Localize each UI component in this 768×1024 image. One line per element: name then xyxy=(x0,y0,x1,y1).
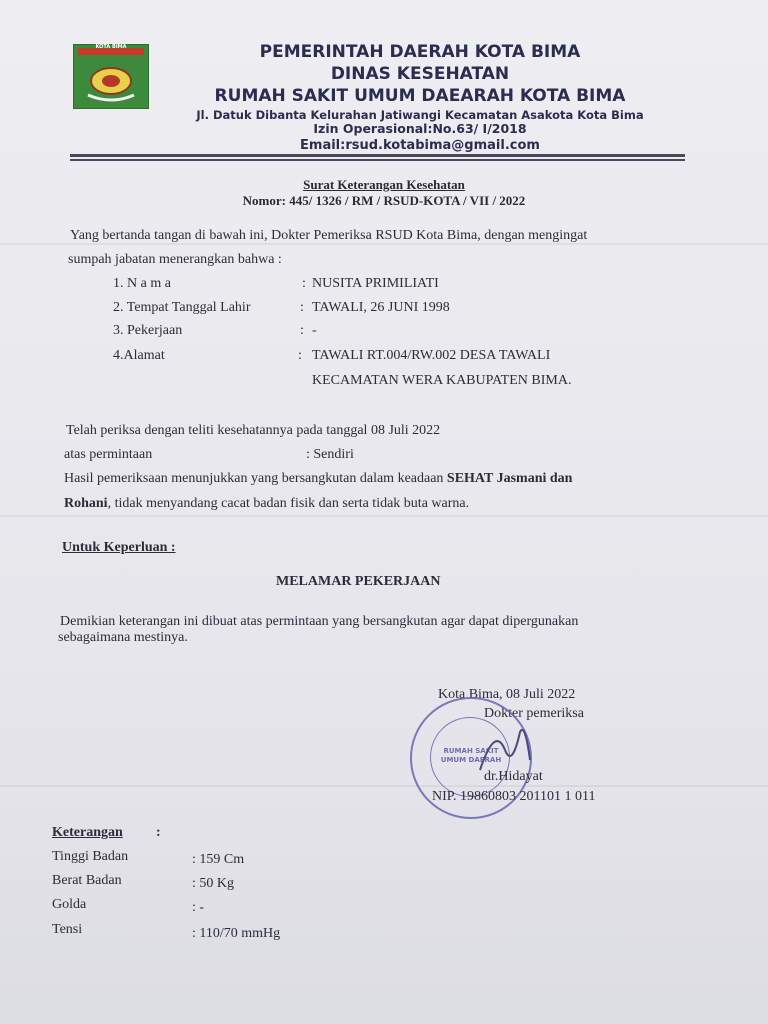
note-blood-value: : - xyxy=(192,900,205,915)
note-height-label: Tinggi Badan xyxy=(52,849,129,864)
result-rest: , tidak menyandang cacat badan fisik dan serta tidak buta warna. xyxy=(107,496,470,511)
field-birth-value: TAWALI, 26 JUNI 1998 xyxy=(312,300,450,315)
signature-nip: NIP. 19860803 201101 1 011 xyxy=(432,789,596,804)
field-job-colon: : xyxy=(300,323,304,338)
purpose-value: MELAMAR PEKERJAAN xyxy=(276,574,441,589)
request-label: atas permintaan xyxy=(64,447,153,462)
field-birth-label: 2. Tempat Tanggal Lahir xyxy=(113,300,251,315)
purpose-label: Untuk Keperluan : xyxy=(62,540,176,555)
note-blood-label: Golda xyxy=(52,897,87,912)
field-name-label: 1. N a m a xyxy=(113,276,171,291)
field-address-colon: : xyxy=(298,348,302,363)
notes-label: Keterangan xyxy=(52,825,123,840)
field-name-colon: : xyxy=(302,276,306,291)
result-healthy: SEHAT Jasmani dan xyxy=(446,471,573,486)
field-job-label: 3. Pekerjaan xyxy=(113,323,183,338)
note-pressure-value: : 110/70 mmHg xyxy=(192,926,281,941)
note-weight-value: : 50 Kg xyxy=(192,876,234,891)
result-line-1 xyxy=(64,471,572,487)
result-line-2 xyxy=(64,496,469,512)
field-name-value: NUSITA PRIMILIATI xyxy=(312,276,439,291)
field-address-value: TAWALI RT.004/RW.002 DESA TAWALI xyxy=(312,348,551,363)
closing-line-1: Demikian keterangan ini dibuat atas permintaan yang bersangkutan agar dapat dipergunakan xyxy=(60,614,579,629)
notes-colon: : xyxy=(156,825,161,840)
header-rule-thick xyxy=(70,154,685,157)
header-department: DINAS KESEHATAN xyxy=(330,64,510,84)
field-birth-colon: : xyxy=(300,300,304,315)
document-title: Surat Keterangan Kesehatan xyxy=(303,177,465,192)
signature-role: Dokter pemeriksa xyxy=(484,706,584,721)
signature-name: dr.Hidayat xyxy=(484,769,543,784)
intro-line-1: Yang bertanda tangan di bawah ini, Dokter Pemeriksa RSUD Kota Bima, dengan mengingat xyxy=(70,228,588,243)
header-email: Email:rsud.kotabima@gmail.com xyxy=(300,138,540,153)
result-spiritual: Rohani xyxy=(64,496,108,511)
header-government: PEMERINTAH DAERAH KOTA BIMA xyxy=(259,42,581,62)
note-pressure-label: Tensi xyxy=(52,922,83,937)
stamp-text: RUMAH SAKIT UMUM DAERAH xyxy=(440,747,502,764)
intro-line-2: sumpah jabatan menerangkan bahwa : xyxy=(68,252,282,267)
paper-fold xyxy=(0,515,768,517)
signature-place-date: Kota Bima, 08 Juli 2022 xyxy=(438,687,576,702)
logo-text: KOTA BIMA xyxy=(95,44,127,50)
header-hospital: RUMAH SAKIT UMUM DAEARAH KOTA BIMA xyxy=(214,86,626,106)
note-weight-label: Berat Badan xyxy=(52,873,122,888)
request-value: : Sendiri xyxy=(306,447,354,462)
result-text: Hasil pemeriksaan menunjukkan yang bersangkutan dalam keadaan xyxy=(64,471,444,486)
header-rule-thin xyxy=(70,159,685,161)
field-address-label: 4.Alamat xyxy=(113,348,165,363)
header-license: Izin Operasional:No.63/ I/2018 xyxy=(313,121,527,136)
closing-line-2: sebagaimana mestinya. xyxy=(58,630,188,645)
paper-fold xyxy=(0,785,768,787)
field-address-value-2: KECAMATAN WERA KABUPATEN BIMA. xyxy=(312,373,572,388)
header-address: Jl. Datuk Dibanta Kelurahan Jatiwangi Kecamatan Asakota Kota Bima xyxy=(196,108,644,122)
document-number: Nomor: 445/ 1326 / RM / RSUD-KOTA / VII / 2022 xyxy=(242,193,526,208)
note-height-value: : 159 Cm xyxy=(192,852,245,867)
exam-line: Telah periksa dengan teliti kesehatannya pada tanggal 08 Juli 2022 xyxy=(66,423,441,438)
field-job-value: - xyxy=(312,323,317,338)
